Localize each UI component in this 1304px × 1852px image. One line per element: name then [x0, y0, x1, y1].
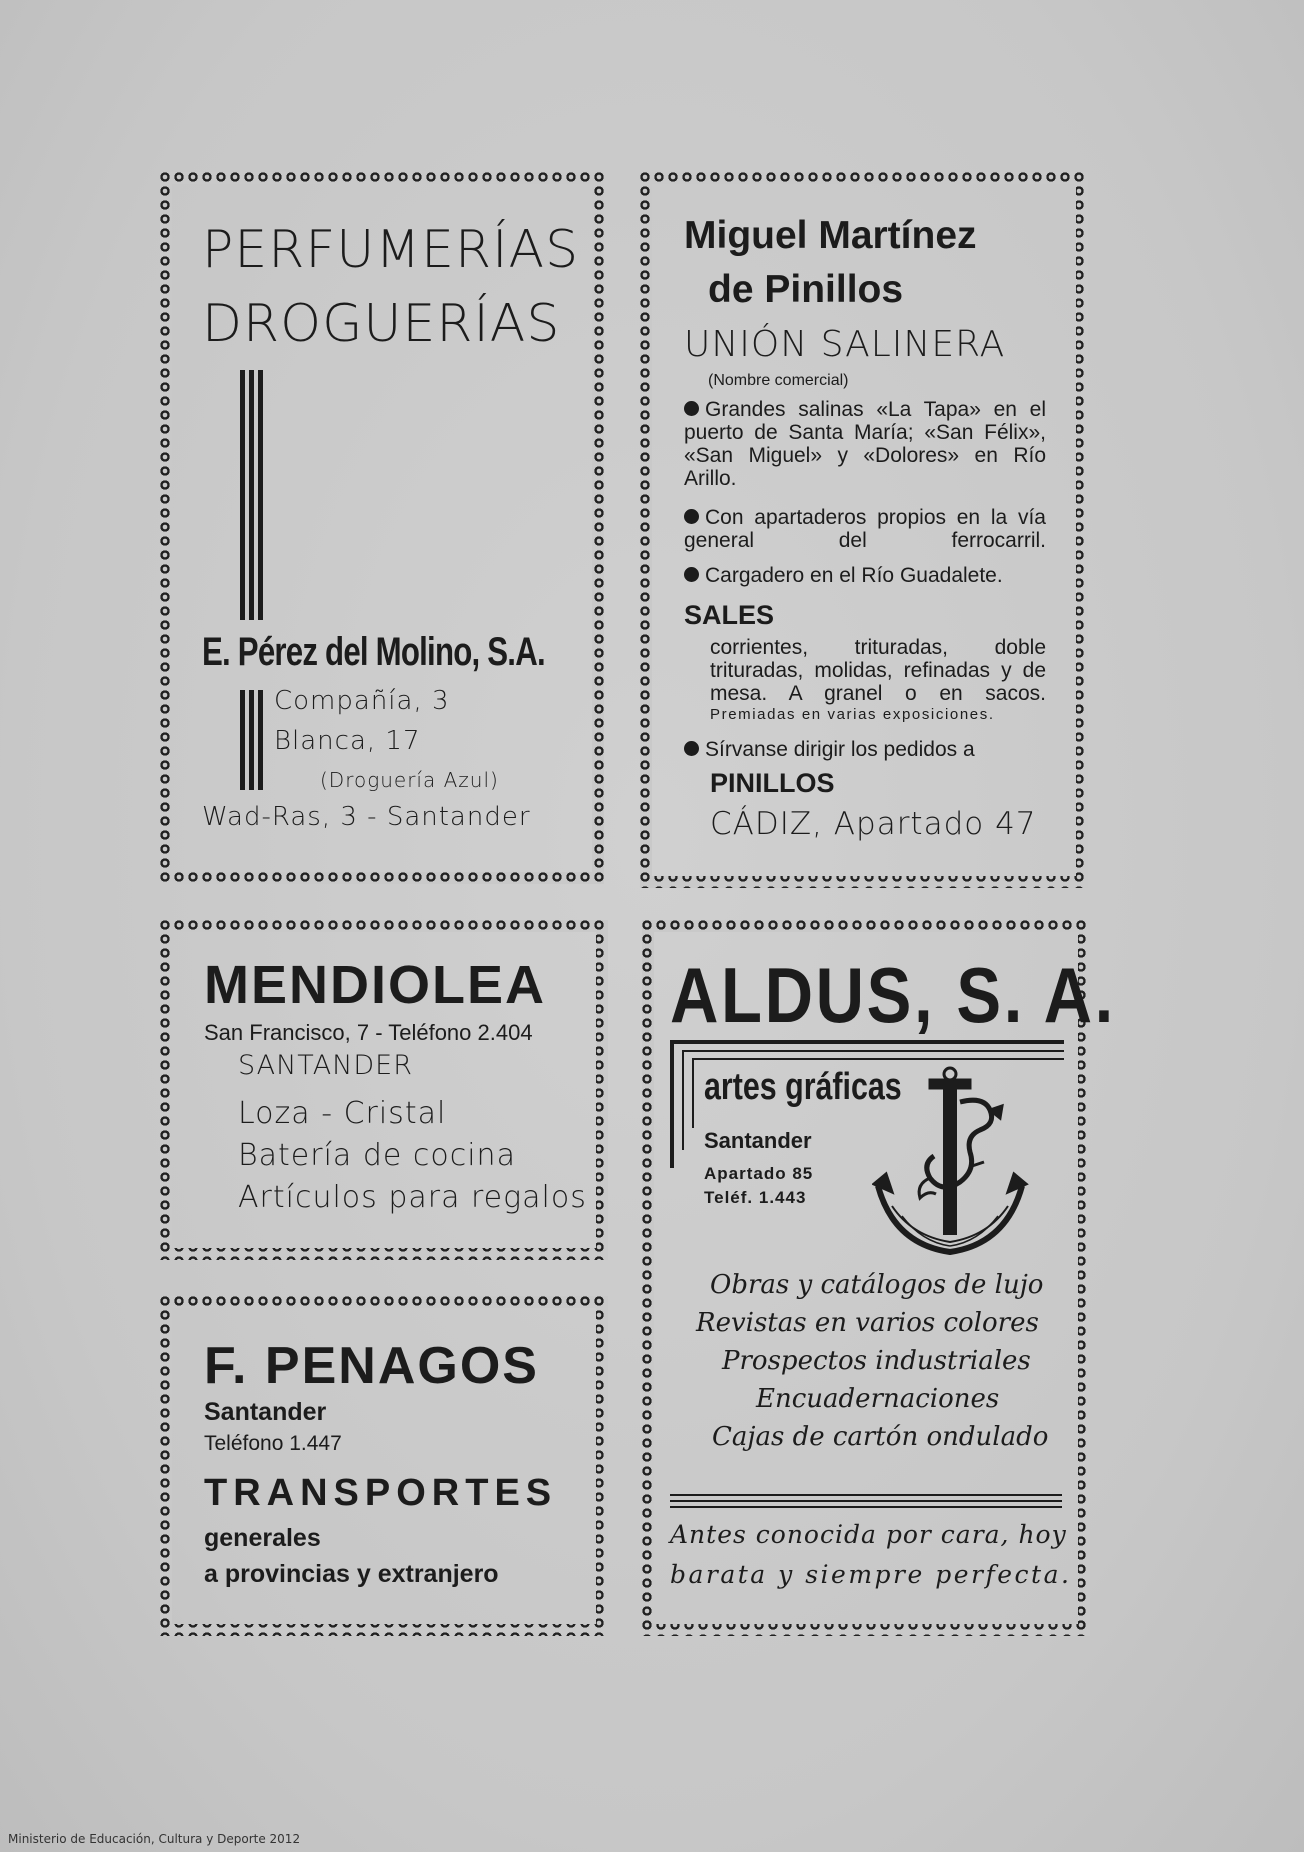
- address-2: Blanca, 17: [274, 726, 421, 756]
- frame-rule-top-3: [692, 1058, 1064, 1060]
- ad-mendiolea: [160, 920, 608, 1260]
- ad-penagos: [160, 1296, 608, 1636]
- business-city: Santander: [204, 1398, 327, 1426]
- anchor-dolphin-icon: [872, 1066, 1044, 1262]
- ad-headline-2: DROGUERÍAS: [202, 294, 561, 354]
- business-apartado: Apartado 85: [704, 1164, 814, 1183]
- bullet-icon: [684, 567, 699, 582]
- bullet-item-2: Con apartaderos propios en la vía general del ferrocarril.: [684, 506, 1046, 552]
- service-2: Revistas en varios colores: [696, 1308, 1039, 1338]
- brand-note: (Nombre comercial): [708, 372, 849, 389]
- business-title: ALDUS, S. A.: [670, 951, 1116, 1039]
- address-2-note: (Droguería Azul): [320, 768, 499, 792]
- brand-name: UNIÓN SALINERA: [684, 324, 1006, 365]
- product-3: Artículos para regalos: [238, 1180, 587, 1215]
- business-city: Santander: [704, 1128, 812, 1153]
- ad-pinillos: [640, 172, 1088, 888]
- divider-rule-3: [670, 1506, 1062, 1508]
- address-1: Compañía, 3: [274, 686, 450, 716]
- bullet-icon: [684, 509, 699, 524]
- sales-description: corrientes, trituradas, doble trituradas, molidas, refinadas y de mesa. A granel o en sacos.: [710, 636, 1046, 705]
- bullet-item-3: Cargadero en el Río Guadalete.: [684, 564, 1003, 587]
- vertical-bars-decoration: [240, 370, 263, 620]
- vertical-bars-decoration-small: [240, 690, 263, 790]
- divider-rule-2: [670, 1500, 1062, 1502]
- sales-title: SALES: [684, 600, 775, 630]
- business-phone: Teléfono 1.447: [204, 1432, 342, 1455]
- business-phone: Teléf. 1.443: [704, 1188, 807, 1207]
- service-title: TRANSPORTES: [204, 1472, 558, 1514]
- service-4: Encuadernaciones: [756, 1384, 1000, 1414]
- company-name-line-1: Miguel Martínez: [684, 214, 977, 257]
- bullet-item-1: Grandes salinas «La Tapa» en el puerto de Santa María; «San Félix», «San Miguel» y «Dolores» en Río Arillo.: [684, 398, 1046, 490]
- frame-rule-top-2: [682, 1050, 1064, 1052]
- frame-rule-top: [670, 1040, 1064, 1044]
- ad-headline-1: PERFUMERÍAS: [202, 220, 580, 280]
- address-3: Wad-Ras, 3 - Santander: [202, 802, 531, 832]
- frame-rule-left-2: [682, 1050, 684, 1150]
- slogan-line-2: barata y siempre perfecta.: [670, 1560, 1072, 1589]
- business-address: San Francisco, 7 - Teléfono 2.404: [204, 1020, 533, 1045]
- service-5: Cajas de cartón ondulado: [712, 1422, 1049, 1452]
- company-name: E. Pérez del Molino, S.A.: [202, 630, 545, 674]
- frame-rule-left-3: [692, 1058, 694, 1128]
- service-line-2: a provincias y extranjero: [204, 1560, 499, 1588]
- divider-rule-1: [670, 1494, 1062, 1496]
- contact-city: CÁDIZ, Apartado 47: [710, 806, 1037, 842]
- product-1: Loza - Cristal: [238, 1096, 447, 1131]
- contact-name: PINILLOS: [710, 768, 835, 798]
- sales-note: Premiadas en varias exposiciones.: [710, 706, 995, 723]
- copyright-footer: Ministerio de Educación, Cultura y Deporte 2012: [8, 1832, 301, 1846]
- ad-aldus: [642, 920, 1116, 1636]
- service-3: Prospectos industriales: [722, 1346, 1031, 1376]
- service-1: Obras y catálogos de lujo: [710, 1270, 1044, 1300]
- ad-perfumerias: [160, 172, 604, 884]
- bullet-icon: [684, 401, 699, 416]
- product-2: Batería de cocina: [238, 1138, 516, 1173]
- business-city: SANTANDER: [238, 1050, 413, 1081]
- frame-rule-left: [670, 1040, 674, 1168]
- business-subtitle: artes gráficas: [704, 1066, 902, 1108]
- business-title: MENDIOLEA: [204, 955, 546, 1015]
- business-title: F. PENAGOS: [204, 1337, 539, 1395]
- slogan-line-1: Antes conocida por cara, hoy: [670, 1520, 1067, 1549]
- service-line-1: generales: [204, 1524, 321, 1552]
- bullet-icon: [684, 741, 699, 756]
- company-name-line-2: de Pinillos: [708, 268, 904, 311]
- bullet-item-4: Sírvanse dirigir los pedidos a: [684, 738, 975, 761]
